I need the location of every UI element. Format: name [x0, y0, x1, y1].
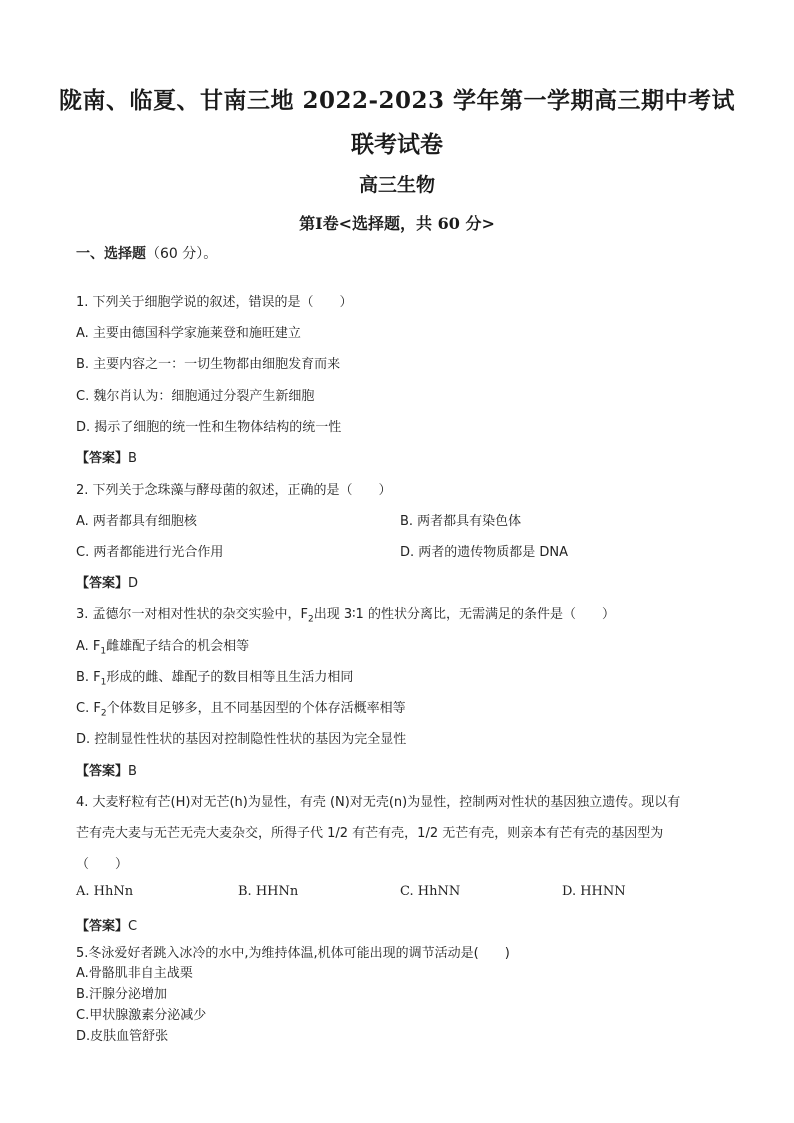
question-1-option-a: A. 主要由德国科学家施莱登和施旺建立: [76, 326, 301, 341]
exam-title-line2: 联考试卷: [351, 131, 443, 158]
question-4-stem-line3: （ ）: [76, 857, 129, 872]
question-1-stem: 1. 下列关于细胞学说的叙述，错误的是（ ）: [76, 295, 353, 310]
part-title: 第Ⅰ卷<选择题，共 60 分>: [299, 214, 495, 233]
question-5-option-d: D.皮肤血管舒张: [76, 1029, 169, 1044]
section-heading: [76, 243, 217, 263]
answer-value: B: [128, 764, 137, 779]
answer-tag: 【答案】: [76, 919, 129, 934]
question-4-option-b: B. HHNn: [238, 884, 299, 899]
question-4-stem-line1: 4. 大麦籽粒有芒(H)对无芒(h)为显性，有壳 (N)对无壳(n)为显性，控制两对性状的基因独立遗传。现以有: [76, 795, 681, 810]
question-4-answer: [76, 915, 137, 934]
answer-value: C: [128, 919, 138, 934]
question-4-option-c: C. HhNN: [400, 884, 461, 899]
question-3-answer: [76, 760, 137, 779]
section-label: 一、选择题: [76, 246, 146, 262]
answer-tag: 【答案】: [76, 764, 129, 779]
question-2-option-c: C. 两者都能进行光合作用: [76, 545, 224, 560]
question-4-option-d: D. HHNN: [562, 884, 626, 899]
question-5-option-b: B.汗腺分泌增加: [76, 987, 168, 1002]
question-1-answer: [76, 447, 137, 466]
answer-tag: 【答案】: [76, 576, 129, 591]
question-1-option-c: C. 魏尔肖认为：细胞通过分裂产生新细胞: [76, 389, 315, 404]
answer-tag: 【答案】: [76, 451, 129, 466]
question-2-option-b: B. 两者都具有染色体: [400, 514, 522, 529]
question-3-stem: 3. 孟德尔一对相对性状的杂交实验中，$F_2$出现 3∶1 的性状分离比，无需满足的条件是（ ）: [76, 607, 615, 625]
subject-title: 高三生物: [358, 174, 435, 196]
question-1-option-b: B. 主要内容之一：一切生物都由细胞发育而来: [76, 357, 341, 372]
question-5-stem: 5.冬泳爱好者跳入冰冷的水中,为维持体温,机体可能出现的调节活动是( ): [76, 946, 510, 961]
answer-value: B: [128, 451, 137, 466]
question-2-answer: [76, 572, 138, 591]
section-note: （60 分）。: [146, 246, 218, 262]
question-3-option-c: C. $F_2$个体数目足够多，且不同基因型的个体存活概率相等: [76, 701, 406, 719]
question-3-option-d: D. 控制显性性状的基因对控制隐性性状的基因为完全显性: [76, 732, 407, 747]
question-3-option-a: A. $F_1$雌雄配子结合的机会相等: [76, 639, 250, 657]
question-3-option-b: B. $F_1$形成的雌、雄配子的数目相等且生活力相同: [76, 670, 354, 688]
question-2-stem: 2. 下列关于念珠藻与酵母菌的叙述，正确的是（ ）: [76, 483, 392, 498]
question-4-stem-line2: 芒有壳大麦与无芒无壳大麦杂交，所得子代 1/2 有芒有壳，1/2 无芒有壳，则亲本有芒有壳的基因型为: [76, 826, 664, 841]
question-5-option-a: A.骨骼肌非自主战栗: [76, 966, 193, 981]
question-2-option-d: D. 两者的遗传物质都是 DNA: [400, 545, 569, 560]
question-2-option-a: A. 两者都具有细胞核: [76, 514, 197, 529]
question-4-option-a: A. HhNn: [76, 884, 134, 899]
question-5-option-c: C.甲状腺激素分泌减少: [76, 1008, 207, 1023]
answer-value: D: [128, 576, 139, 591]
exam-title-line1: 陇南、临夏、甘南三地 2022-2023 学年第一学期高三期中考试: [58, 87, 736, 114]
question-1-option-d: D. 揭示了细胞的统一性和生物体结构的统一性: [76, 420, 342, 435]
